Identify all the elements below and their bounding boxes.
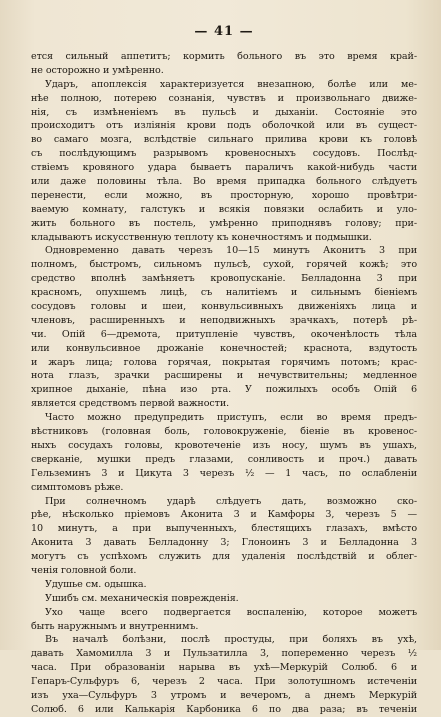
text-line: 10 минутъ, а при выпученныхъ, блестящихъ глазахъ, вмѣсто bbox=[31, 523, 417, 535]
text-line: нія, съ измѣненіемъ въ пульсѣ и дыханіи. Состояніе это bbox=[31, 106, 417, 118]
text-line: Гепаръ-Сульфуръ 6, черезъ 2 часа. При золотушномъ истеченіи bbox=[31, 676, 417, 688]
text-line: нота глазъ, зрачки расширены и нечувствительны; медленное bbox=[31, 370, 417, 382]
text-line: При солнечномъ ударѣ слѣдуетъ дать, возможно ско- bbox=[45, 495, 417, 507]
text-line: Солюб. 6 или Калькарія Карбоника 6 по два раза; въ теченіи bbox=[31, 703, 417, 715]
page-body-text bbox=[31, 50, 417, 717]
text-line: Часто можно предупредить приступъ, если во время предъ- bbox=[45, 412, 417, 424]
text-line: симптомовъ рѣже. bbox=[31, 481, 124, 493]
page-number: — 41 — bbox=[194, 24, 254, 39]
text-line: или даже половины тѣла. Во время припадка больного слѣдуетъ bbox=[31, 176, 417, 188]
text-line: вѣстниковъ (головная боль, головокруженіе, біеніе въ кровенос- bbox=[31, 426, 417, 438]
text-line: быть наружнымъ и внутреннимъ. bbox=[31, 620, 199, 632]
text-line: ствіемъ кровяного удара бываетъ параличъ какой-нибудь части bbox=[31, 162, 417, 174]
text-line: ваемую комнату, галстукъ и всякія повязки ослабить и уло- bbox=[31, 203, 417, 215]
text-line: и жаръ лица; голова горячая, покрытая горячимъ потомъ; крас- bbox=[31, 356, 417, 368]
text-line: съ послѣдующимъ разрывомъ кровеносныхъ сосудовъ. Послѣд- bbox=[31, 148, 417, 160]
text-line: Ухо чаще всего подвергается воспаленію, которое можетъ bbox=[45, 606, 417, 618]
text-line: средство вполнѣ замѣняетъ кровопусканіе. Белладонна 3 при bbox=[31, 273, 417, 285]
text-line: или конвульсивное дрожаніе конечностей; краснота, вздутость bbox=[31, 342, 417, 354]
text-line: чи. Опій 6—дремота, притупленіе чувствъ, окоченѣлость тѣла bbox=[31, 328, 417, 340]
text-line: Аконита 3 давать Белладонну 3; Глоноинъ 3 и Белладонна 3 bbox=[31, 537, 417, 549]
text-line: могутъ съ успѣхомъ служить для удаленія послѣдствій и облег- bbox=[31, 551, 417, 563]
text-line: Удушье см. одышка. bbox=[45, 578, 147, 590]
text-line: ется сильный аппетитъ; кормить больного въ это время край- bbox=[31, 51, 417, 62]
text-line: Въ началѣ болѣзни, послѣ простуды, при боляхъ въ ухѣ, bbox=[45, 634, 417, 646]
text-line: Гельземинъ 3 и Цикута 3 черезъ ½ — 1 часъ, по ослабленіи bbox=[31, 467, 417, 479]
text-line: является средствомъ первой важности. bbox=[31, 398, 230, 410]
text-line: Ушибъ см. механическія поврежденія. bbox=[45, 592, 239, 604]
text-line: ченія головной боли. bbox=[31, 564, 137, 576]
text-line: сверканіе, мушки предъ глазами, сонливость и проч.) давать bbox=[31, 453, 417, 465]
text-line: перенести, если можно, въ просторную, хорошо провѣтри- bbox=[31, 189, 417, 201]
text-line: кладываютъ искусственную теплоту къ конечностямъ и подмышки. bbox=[31, 231, 372, 243]
text-line: изъ уха—Сульфуръ 3 утромъ и вечеромъ, а днемъ Меркурій bbox=[31, 689, 417, 701]
text-line: членовъ, расширенныхъ и неподвижныхъ зрачкахъ, потерѣ рѣ- bbox=[31, 314, 417, 326]
text-line: ныхъ сосудахъ головы, кровотеченіе изъ носу, шумъ въ ушахъ, bbox=[31, 439, 417, 451]
text-line: нѣе полною, потерею сознанія, чувствъ и произвольнаго движе- bbox=[31, 92, 417, 104]
text-line: происходитъ отъ изліянія крови подъ оболочкой или въ сущест- bbox=[31, 120, 417, 132]
text-line: жить больного въ постель, умѣренно приподнявъ голову; при- bbox=[31, 217, 417, 229]
text-line: полномъ, быстромъ, сильномъ пульсѣ, сухой, горячей кожѣ; это bbox=[31, 259, 417, 271]
text-line: красномъ, опухшемъ лицѣ, съ налитіемъ и сильнымъ біеніемъ bbox=[31, 287, 417, 299]
text-line: рѣе, нѣсколько пріемовъ Аконита 3 и Камфоры 3, черезъ 5 — bbox=[31, 509, 417, 521]
text-line: во самаго мозга, вслѣдствіе сильнаго прилива крови къ головѣ bbox=[31, 134, 417, 146]
text-line: давать Хамомилла 3 и Пульзатилла 3, попеременно черезъ ½ bbox=[31, 648, 417, 660]
text-line: хрипное дыханіе, пѣна изо рта. У пожилыхъ особъ Опій 6 bbox=[31, 384, 417, 396]
text-line: Одновременно давать черезъ 10—15 минутъ Аконитъ 3 при bbox=[45, 245, 417, 257]
text-line: часа. При образованіи нарыва въ ухѣ—Меркурій Солюб. 6 и bbox=[31, 662, 417, 674]
text-line: сосудовъ головы и шеи, конвульсивныхъ движеніяхъ лица и bbox=[31, 301, 417, 313]
text-line: Ударъ, апоплексія характеризуется внезапною, болѣе или ме- bbox=[45, 78, 417, 90]
text-line: не осторожно и умѣренно. bbox=[31, 64, 164, 76]
